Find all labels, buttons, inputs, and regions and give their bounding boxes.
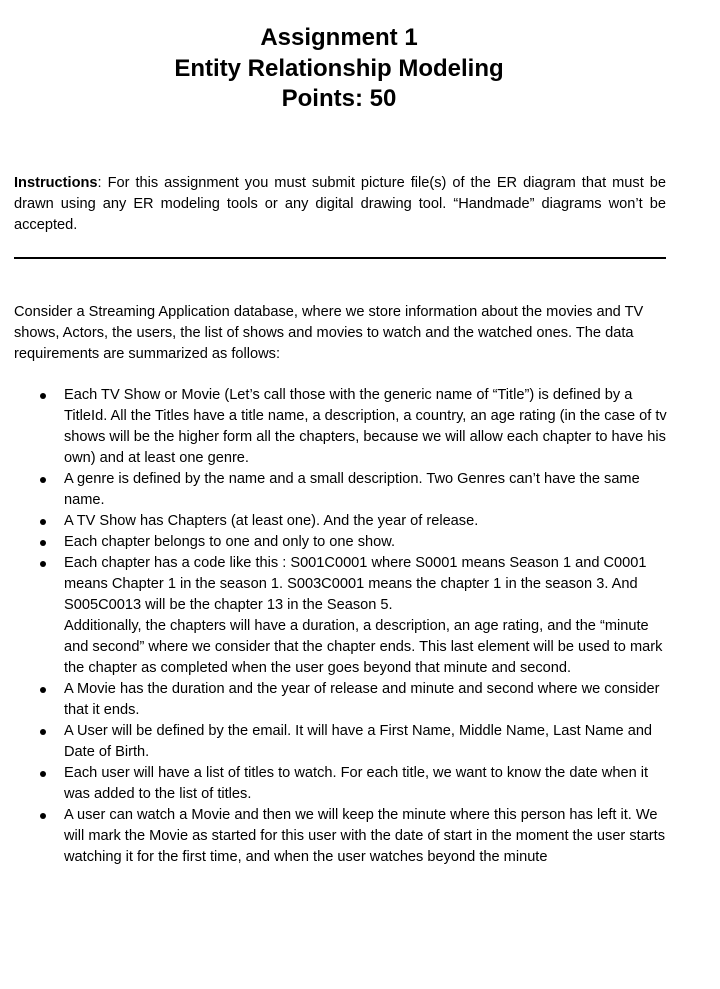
requirement-text: A TV Show has Chapters (at least one). And the year of release. bbox=[64, 513, 479, 529]
list-item bbox=[14, 763, 670, 805]
requirement-text: A User will be defined by the email. It will have a First Name, Middle Name, Last Name and Date of Birth. bbox=[64, 723, 653, 760]
requirement-text: Each TV Show or Movie (Let’s call those with the generic name of “Title”) is defined by a TitleId. All the Titles have a title name, a description, a country, an age rating (in the case of tv shows will be the higher form all the chapters, because we will allow each chapter to have his own) and at least one genre. bbox=[64, 387, 667, 466]
requirement-continuation: Additionally, the chapters will have a duration, a description, an age rating, and the “minute and second” where we consider that the chapter ends. This last element will be used to mark the chapter as completed when the user goes beyond that minute and second. bbox=[64, 618, 663, 676]
list-item bbox=[14, 805, 670, 868]
bullet-icon bbox=[40, 729, 46, 735]
page-title bbox=[0, 23, 678, 115]
bullet-icon bbox=[40, 561, 46, 567]
assignment-subtitle: Entity Relationship Modeling bbox=[174, 54, 504, 82]
intro-paragraph: Consider a Streaming Application database, where we store information about the movies and TV shows, Actors, the users, the list of shows and movies to watch and the watched ones. The data requirements are summarized as follows: bbox=[14, 304, 644, 362]
bullet-icon bbox=[40, 519, 46, 525]
requirement-text: Each chapter has a code like this : S001C0001 where S0001 means Season 1 and C0001 means Chapter 1 in the season 1. S003C0001 means the chapter 1 in the season 3. And S005C0013 will be the chapter 13 in the Season 5. bbox=[64, 555, 647, 613]
list-item bbox=[14, 679, 670, 721]
requirements-list bbox=[14, 385, 670, 868]
requirement-text: A user can watch a Movie and then we will keep the minute where this person has left it. We will mark the Movie as started for this user with the date of start in the moment the user starts watching it for the first time, and when the user watches beyond the minute bbox=[64, 807, 666, 865]
instructions-paragraph bbox=[14, 173, 666, 236]
assignment-points: Points: 50 bbox=[281, 85, 397, 112]
assignment-title: Assignment 1 bbox=[260, 24, 418, 51]
bullet-icon bbox=[40, 771, 46, 777]
list-item bbox=[14, 553, 670, 679]
bullet-icon bbox=[40, 813, 46, 819]
requirement-text: Each user will have a list of titles to watch. For each title, we want to know the date when it was added to the list of titles. bbox=[64, 765, 649, 802]
list-item bbox=[14, 511, 670, 532]
requirement-text: Each chapter belongs to one and only to one show. bbox=[64, 534, 396, 550]
bullet-icon bbox=[40, 477, 46, 483]
instructions-label: Instructions bbox=[14, 175, 98, 191]
list-item bbox=[14, 385, 670, 469]
requirement-text: A Movie has the duration and the year of release and minute and second where we consider that it ends. bbox=[64, 681, 660, 718]
bullet-icon bbox=[40, 687, 46, 693]
requirement-text: A genre is defined by the name and a small description. Two Genres can’t have the same name. bbox=[64, 471, 640, 508]
list-item bbox=[14, 532, 670, 553]
bullet-icon bbox=[40, 540, 46, 546]
bullet-icon bbox=[40, 393, 46, 399]
list-item bbox=[14, 469, 670, 511]
instructions-text: : For this assignment you must submit picture file(s) of the ER diagram that must be drawn using any ER modeling tools or any digital drawing tool. “Handmade” diagrams won’t be accepted. bbox=[14, 175, 666, 233]
horizontal-divider bbox=[14, 257, 666, 259]
list-item bbox=[14, 721, 670, 763]
